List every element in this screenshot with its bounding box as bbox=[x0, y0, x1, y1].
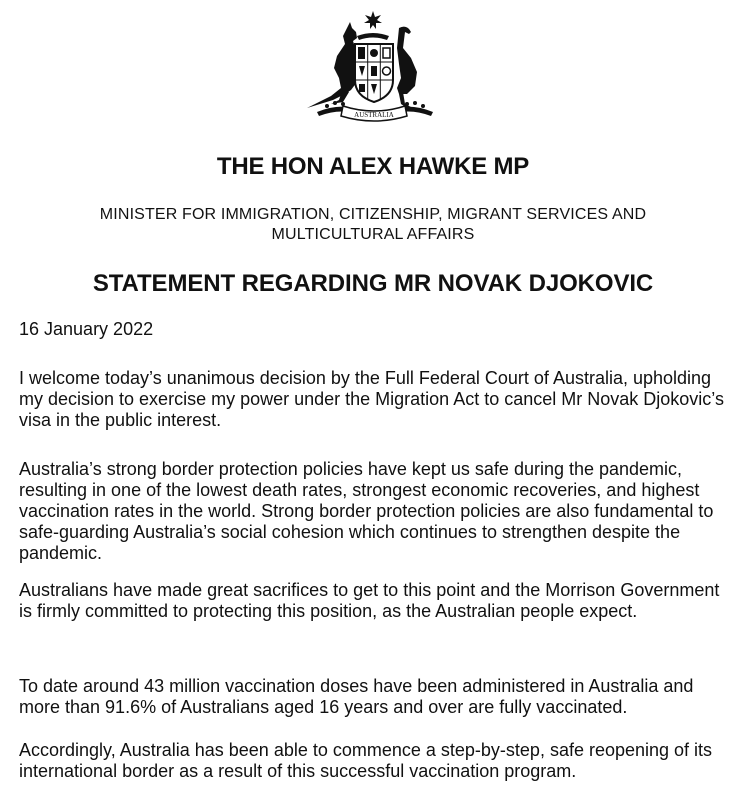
body-paragraph: To date around 43 million vaccination doses have been administered in Australia and more than 91.6% of Australians aged 16 years and over are fully vaccinated. bbox=[19, 676, 694, 717]
wreath-icon bbox=[357, 33, 389, 40]
kangaroo-icon bbox=[307, 22, 359, 108]
minister-portfolio bbox=[0, 205, 746, 245]
emu-icon bbox=[397, 27, 417, 108]
banner-scroll bbox=[341, 106, 407, 121]
australian-coat-of-arms-crest bbox=[287, 8, 463, 126]
body-paragraph: Accordingly, Australia has been able to commence a step-by-step, safe reopening of its international border as a result of this successful vaccination program. bbox=[19, 740, 713, 781]
body-paragraph: I welcome today’s unanimous decision by the Full Federal Court of Australia, upholding my decision to exercise my power under the Migration Act to cancel Mr Novak Djokovic’s visa in the public interest. bbox=[19, 368, 724, 430]
minister-portfolio-line-2: MULTICULTURAL AFFAIRS bbox=[271, 226, 475, 243]
commonwealth-star-icon bbox=[364, 11, 382, 29]
statement-title: STATEMENT REGARDING MR NOVAK DJOKOVIC bbox=[92, 270, 654, 297]
coat-of-arms-graphic bbox=[287, 8, 463, 126]
minister-portfolio-line-1: MINISTER FOR IMMIGRATION, CITIZENSHIP, MIGRANT SERVICES AND bbox=[99, 206, 647, 223]
body-paragraph: Australians have made great sacrifices to get to this point and the Morrison Government is firmly committed to protecting this position, as the Australian people expect. bbox=[19, 580, 720, 621]
body-paragraph: Australia’s strong border protection policies have kept us safe during the pandemic, resulting in one of the lowest death rates, strongest economic recoveries, and highest vaccination rates in the world. Strong border protection policies are also fundamental to safe-guarding Australia’s social cohesion which continues to strengthen despite the pandemic. bbox=[19, 459, 714, 563]
shield-icon bbox=[355, 44, 393, 102]
banner-text: AUSTRALIA bbox=[354, 111, 394, 119]
statement-date: 16 January 2022 bbox=[19, 319, 154, 339]
minister-name-heading: THE HON ALEX HAWKE MP bbox=[216, 153, 530, 180]
